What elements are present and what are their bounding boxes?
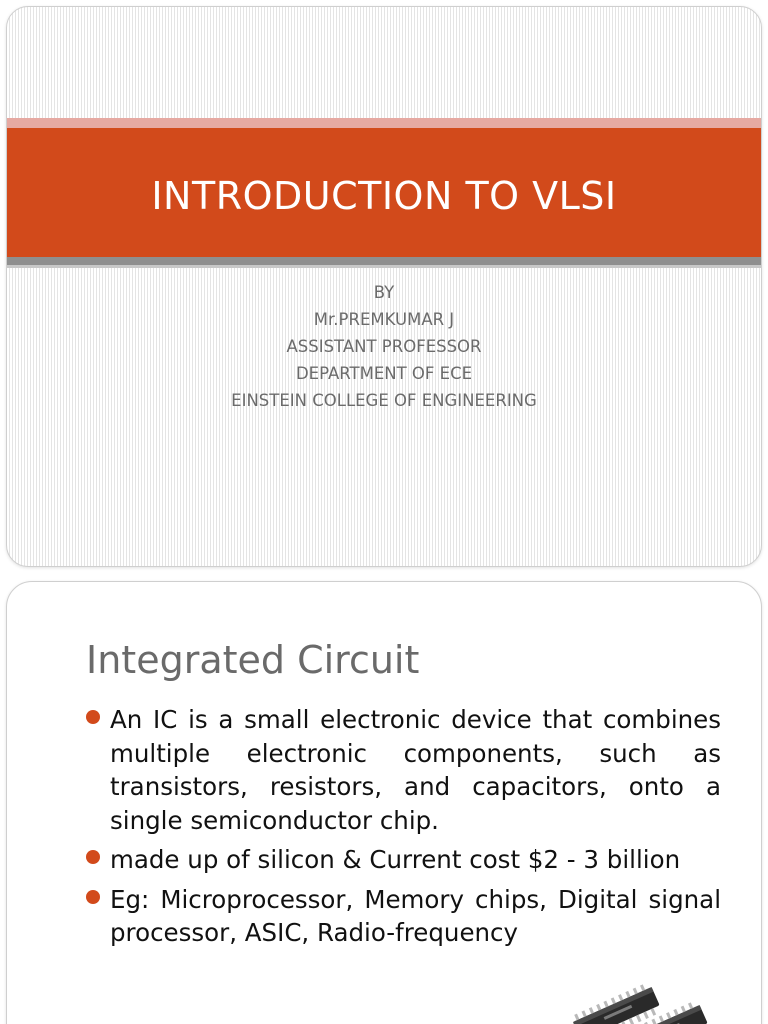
bullet-text: Eg: Microprocessor, Memory chips, Digital signal processor, ASIC, Radio-frequency bbox=[110, 884, 721, 947]
bullet-icon bbox=[86, 710, 100, 724]
list-item bbox=[84, 883, 721, 950]
bullet-text: An IC is a small electronic device that combines multiple electronic components, such as transistors, resistors, and capacitors, onto a single semiconductor chip. bbox=[110, 705, 721, 835]
author-role: ASSISTANT PROFESSOR bbox=[286, 337, 482, 356]
list-item bbox=[84, 703, 721, 837]
slide-1[interactable] bbox=[6, 6, 762, 567]
slide-2[interactable] bbox=[6, 581, 762, 1024]
slide-title: INTRODUCTION TO VLSI bbox=[151, 173, 617, 218]
title-band bbox=[7, 128, 761, 257]
ic-chip-icon bbox=[551, 970, 711, 1024]
bullet-icon bbox=[86, 890, 100, 904]
list-item bbox=[84, 843, 721, 877]
ic-chip-image bbox=[551, 970, 711, 1024]
accent-stripe bbox=[7, 118, 761, 128]
author-department: DEPARTMENT OF ECE bbox=[295, 364, 473, 383]
slide-heading: Integrated Circuit bbox=[86, 638, 420, 682]
bullet-icon bbox=[86, 850, 100, 864]
shadow-stripe-light bbox=[7, 265, 761, 268]
author-college: EINSTEIN COLLEGE OF ENGINEERING bbox=[231, 391, 537, 410]
subtitle-by: BY bbox=[373, 283, 395, 302]
author-name: Mr.PREMKUMAR J bbox=[313, 310, 455, 329]
bullet-list bbox=[84, 703, 721, 956]
bullet-text: made up of silicon & Current cost $2 - 3 billion bbox=[110, 845, 681, 874]
author-block bbox=[7, 279, 761, 414]
shadow-stripe bbox=[7, 257, 761, 265]
